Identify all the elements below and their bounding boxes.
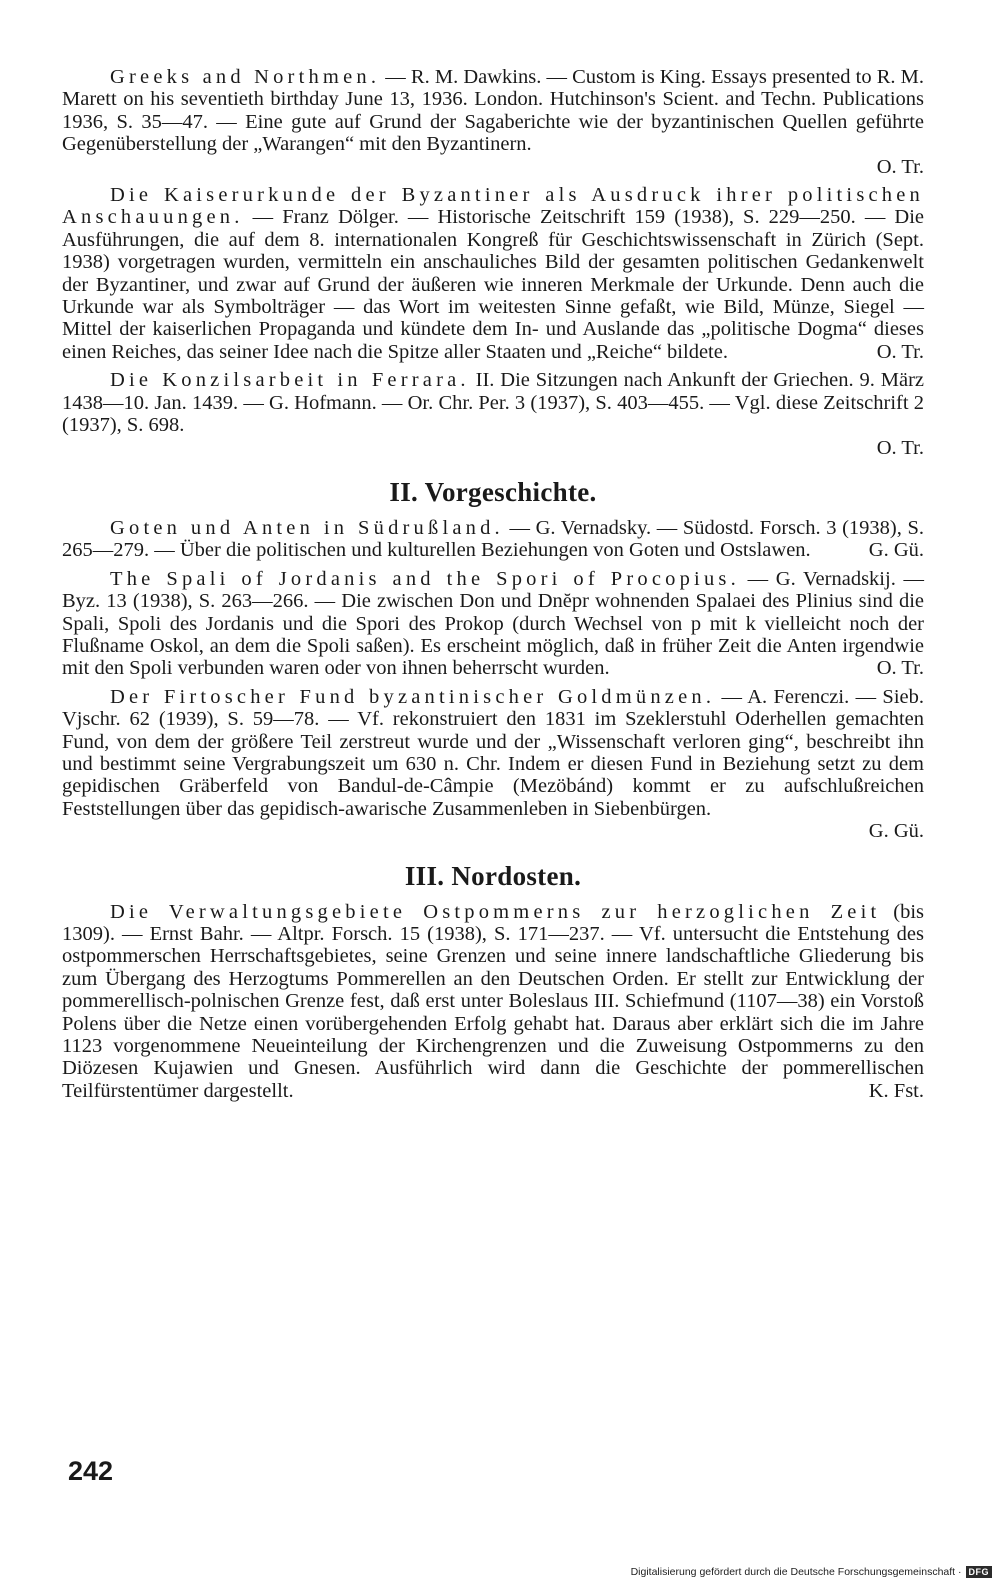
entry-body: — Franz Dölger. — Historische Zeitschrift 159 (1938), S. 229—250. — Die Ausführungen, die auf dem 8. internationalen Kongreß für Geschichtswissenschaft in Zürich (Sept. 1938) vorgetragen wurden, vermitteln ein anschauliches Bild der gesamten politischen Gedankenwelt der Byzantiner, und zwar auf Grund der äußeren wie inneren Merkmale der Urkunde. Denn auch die Urkunde war als Symbolträger — das Wort im weitesten Sinne gefaßt, wie Bild, Münze, Siegel — Mittel der kaiserlichen Propaganda und kündete dem In- und Auslande das „politische Dogma“ dieses einen Reiches, das seiner Idee nach die Spitze aller Staaten und „Reiche“ bildete. (62, 206, 924, 363)
entry-signature: K. Fst. (868, 1079, 924, 1102)
entry-spali-of-jordanis (62, 568, 924, 680)
entry-title: Die Konzilsarbeit in Ferrara. (110, 369, 470, 392)
section-heading-vorgeschichte: II. Vorgeschichte. (389, 476, 597, 507)
entry-firtoscher-fund (62, 686, 924, 843)
entry-body: — G. Vernadsky. — Südostd. Forsch. 3 (1938), S. 265—279. — Über die politischen und kulturellen Beziehungen von Goten und Ostslawen. (62, 516, 924, 562)
page-text (62, 66, 924, 1108)
footer-text: Digitalisierung gefördert durch die Deutsche Forschungsgemeinschaft · (630, 1566, 962, 1578)
entry-goten-und-anten (62, 517, 924, 562)
entry-title: Die Verwaltungsgebiete Ostpommerns zur herzoglichen Zeit (110, 900, 881, 923)
dfg-logo: DFG (966, 1566, 993, 1578)
page-number: 242 (68, 1456, 114, 1486)
entry-signature: O. Tr. (876, 340, 924, 363)
entry-body: — G. Vernadskij. — Byz. 13 (1938), S. 263—266. — Die zwischen Don und Dnĕpr wohnenden Spalaei des Plinius sind die Spali, Spoli des Jordanis und die Spori des Prokop (durch Wechsel von p mit k vielleicht noch der Flußname Oskol, an dem die Spoli saßen). Es erscheint möglich, daß in früher Zeit die Anten irgendwie mit den Spoli verbunden waren oder von ihnen beherrscht wurden. (62, 567, 925, 680)
entry-greeks-and-northmen (62, 66, 924, 178)
entry-signature: O. Tr. (876, 657, 924, 680)
entry-title: Der Firtoscher Fund byzantinischer Goldmünzen. (110, 685, 716, 708)
entry-body: — A. Ferenczi. — Sieb. Vjschr. 62 (1939), S. 59—78. — Vf. rekonstruiert den 1831 im Szeklerstuhl Oderhellen gemachten Fund, von dem der größere Teil zerstreut wurde und der „Wissenschaft verloren ging“, beschreibt ihn und bestimmt seine Vergrabungszeit um 630 n. Chr. Indem er diesen Fund in Beziehung setzt zu dem gepidischen Gräberfeld von Bandul-de-Câmpie (Mezöbánd) kommt er zu aufschlußreichen Feststellungen über das gepidisch-awarische Zusammenleben in Siebenbürgen. (62, 685, 924, 820)
entry-body: — R. M. Dawkins. — Custom is King. Essays presented to R. M. Marett on his seventieth birthday June 13, 1936. London. Hutchinson's Scient. and Techn. Publications 1936, S. 35—47. — Eine gute auf Grund der Sagaberichte wie der byzantinischen Quellen geführte Gegenüberstellung der „Warangen“ mit den Byzantinern. (62, 66, 925, 156)
entry-body: II. Die Sitzungen nach Ankunft der Griechen. 9. März 1438—10. Jan. 1439. — G. Hofmann. — Or. Chr. Per. 3 (1937), S. 403—455. — Vgl. diese Zeitschrift 2 (1937), S. 698. (62, 369, 924, 437)
entry-title: Greeks and Northmen. (110, 66, 381, 88)
entry-title: The Spali of Jordanis and the Spori of Procopius. (110, 567, 740, 590)
entry-konzilsarbeit (62, 369, 924, 459)
entry-signature: G. Gü. (868, 539, 924, 562)
entry-title: Goten und Anten in Südrußland. (110, 516, 504, 539)
entry-body: (bis 1309). — Ernst Bahr. — Altpr. Forsch. 15 (1938), S. 171—237. — Vf. untersucht die Entstehung des ostpommerschen Herrschaftsgebietes, seine Grenzen und seine innere landschaftliche Gliederung bis zum Übergang des Herzogtums Pommerellen an den Deutschen Orden. Er stellt zur Entwicklung der pommerellisch-polnischen Grenze fest, daß erst unter Boleslaus III. Schiefmund (1107—38) ein Vorstoß Polens über die Netze einen vorübergehenden Erfolg gehabt hat. Daraus aber erklärt sich die im Jahre 1123 vorgenommene Neueinteilung der Kirchengrenzen und die Zuweisung Ostpommerns zu den Diözesen Kujawien und Gnesen. Ausführlich wird dann die Geschichte der pommerellischen Teilfürstentümer dargestellt. (62, 900, 925, 1102)
entry-kaiserurkunde (62, 184, 924, 363)
entry-verwaltungsgebiete-ostpommerns (62, 901, 924, 1103)
section-heading-nordosten: III. Nordosten. (404, 860, 582, 891)
digitization-footer (631, 1566, 992, 1578)
entry-signature: O. Tr. (876, 155, 924, 178)
entry-signature: G. Gü. (868, 820, 924, 843)
entry-signature: O. Tr. (876, 436, 924, 459)
entry-title: Die Kaiserurkunde der Byzantiner als Ausdruck ihrer politischen Anschauungen. (62, 184, 924, 229)
